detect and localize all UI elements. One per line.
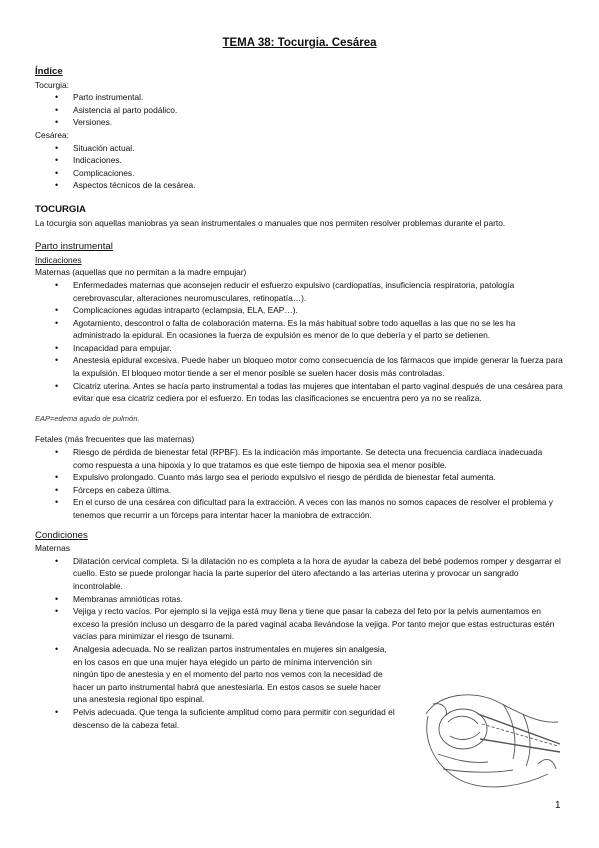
list-item: • Dilatación cervical completa. Si la dilatación no es completa a la hora de ayudar la cabeza del bebé podemos romper y desgarrar el cuello. Esto se puede prolongar hacia la parte superior del útero afectando a las arterias uterina y provocar un sangrado incontrolable. [35, 555, 565, 593]
list-item: • En el curso de una cesárea con dificultad para la extracción. A veces con las manos no somos capaces de resolver el problema y tenemos que recurrir a un fórceps para intentar hacer la maniobra de extracción. [35, 496, 565, 521]
list-item: • Expulsivo prolongado. Cuanto más largo sea el periodo expulsivo el riesgo de pérdida de bienestar fetal aumenta. [35, 471, 565, 484]
document-title: TEMA 38: Tocurgia. Cesárea [222, 37, 377, 49]
maternas-list [35, 279, 565, 405]
list-item: • Indicaciones. [35, 154, 565, 167]
forceps-illustration [418, 684, 568, 794]
list-item: • Fórceps en cabeza última. [35, 484, 565, 497]
maternas-label: Maternas (aquellas que no permitan a la madre empujar) [35, 267, 247, 278]
forceps-blade-upper [478, 714, 560, 744]
eap-note: EAP=edema agudo de pulmón. [35, 413, 140, 423]
indicaciones-label: Indicaciones [35, 254, 82, 265]
condiciones-heading: Condiciones [35, 529, 88, 541]
list-item: • Analgesia adecuada. No se realizan partos instrumentales en mujeres sin analgesia, en los casos en que una mujer haya elegido un parto de mínima intervención sin ningún tipo de anestesia y en el momento del parto nos vemos con la necesidad de hacer un parto instrumental habrá que anestesiarla. En estos casos se suele hacer una anestesia regional tipo espinal. [35, 643, 395, 706]
list-item: • Cicatriz uterina. Antes se hacía parto instrumental a todas las mujeres que intentaban el parto vaginal después de una cesárea para evitar que esa cicatriz cediera por el esfuerzo. En todas las clasificaciones se encuentra pero ya no se realiza. [35, 380, 565, 405]
list-item: • Situación actual. [35, 142, 565, 155]
list-item: • Agotamiento, descontrol o falta de colaboración materna. Es la más habitual sobre todo aquellas a las que no se les ha administrado la epidural. En ocasiones la fuerza de expulsión es menor de lo que debería y el parto se detienen. [35, 317, 565, 342]
condiciones-list [35, 555, 565, 643]
page-number: 1 [555, 800, 561, 811]
list-item: • Riesgo de pérdida de bienestar fetal (RPBF). Es la indicación más importante. Se detecta una frecuencia cardiaca inadecuada como respuesta a una hipoxia y lo que tratamos es que este tiempo de hipoxia sea el menor posible. [35, 446, 565, 471]
list-item: • Complicaciones agudas intraparto (eclampsia, ELA, EAP…). [35, 304, 565, 317]
list-item: • Versiones. [35, 116, 565, 129]
condiciones-maternas-label: Maternas [35, 543, 70, 554]
list-item: • Aspectos técnicos de la cesárea. [35, 179, 565, 192]
fetales-label: Fetales (más frecuentes que las maternas) [35, 434, 195, 445]
list-item: • Enfermedades maternas que aconsejen reducir el esfuerzo expulsivo (cardiopatías, insuficiencia respiratoria, patología cerebrovascular, alteraciones neuromusculares, retinopatía…). [35, 279, 565, 304]
tocurgia-heading: TOCURGIA [35, 203, 86, 215]
indice-cesarea-list [35, 142, 565, 192]
forceps-blade-lower [480, 739, 560, 752]
list-item: • Incapacidad para empujar. [35, 342, 565, 355]
indice-cesarea-label: Cesárea: [35, 129, 69, 140]
list-item: • Membranas amnióticas rotas. [35, 593, 565, 606]
list-item: • Complicaciones. [35, 167, 565, 180]
document-body [35, 66, 565, 731]
list-item: • Anestesia epidural excesiva. Puede haber un bloqueo motor como consecuencia de los fármacos que impide generar la fuerza para la expulsión. El bloqueo motor tiende a ser el menor posible se suelen hacer dosis más controladas. [35, 354, 565, 379]
list-item: • Parto instrumental. [35, 91, 565, 104]
list-item: • Pelvis adecuada. Que tenga la suficiente amplitud como para permitir con seguridad el descenso de la cabeza fetal. [35, 706, 395, 731]
tocurgia-definition: La tocurgia son aquellas maniobras ya sean instrumentales o manuales que nos permiten resolver problemas durante el parto. [35, 217, 506, 228]
indice-tocurgia-label: Tocurgia: [35, 79, 69, 90]
condiciones-narrow-list [35, 643, 395, 731]
list-item: • Asistencia al parto podálico. [35, 104, 565, 117]
fetales-list [35, 446, 565, 522]
indice-tocurgia-list [35, 91, 565, 129]
list-item: • Vejiga y recto vacíos. Por ejemplo si la vejiga está muy llena y tiene que pasar la cabeza del feto por la pelvis aumentamos en exceso la presión incluso un desgarro de la pared vaginal acaba llevándose la vejiga. Por tanto mejor que estas estructuras estén vacías para minimizar el riesgo de tsunami. [35, 605, 565, 643]
indice-heading: Índice [35, 66, 63, 77]
parto-instrumental-heading: Parto instrumental [35, 241, 113, 253]
